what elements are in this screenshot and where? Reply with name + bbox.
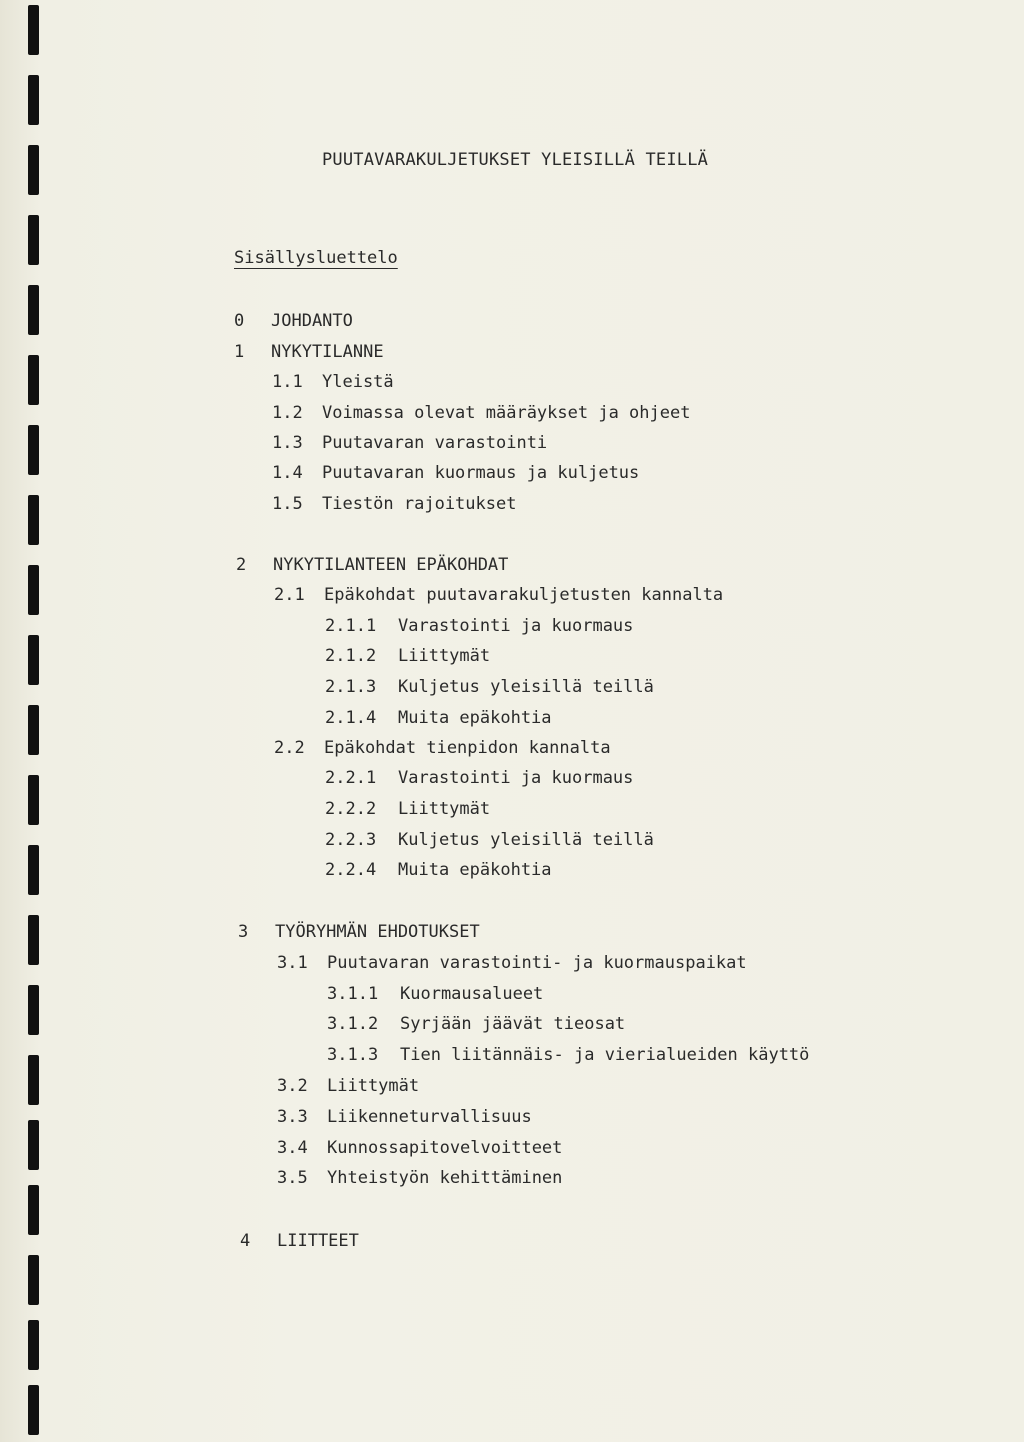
toc-entry bbox=[325, 708, 552, 728]
binding-hole bbox=[28, 565, 39, 615]
toc-entry bbox=[277, 1168, 562, 1188]
binding-hole bbox=[28, 1385, 39, 1435]
toc-entry bbox=[277, 1076, 419, 1096]
toc-text: Varastointi ja kuormaus bbox=[398, 616, 634, 636]
toc-number: 3.2 bbox=[277, 1076, 308, 1096]
binding-hole bbox=[28, 985, 39, 1035]
binding-hole bbox=[28, 775, 39, 825]
toc-text: Puutavaran varastointi bbox=[322, 433, 548, 453]
toc-text: Liittymät bbox=[398, 646, 491, 666]
toc-number: 2.2.4 bbox=[325, 860, 377, 880]
toc-text: Varastointi ja kuormaus bbox=[398, 768, 634, 788]
toc-text: Yhteistyön kehittäminen bbox=[327, 1168, 563, 1188]
toc-text: Puutavaran varastointi- ja kuormauspaikat bbox=[327, 953, 747, 973]
toc-entry bbox=[325, 616, 633, 636]
toc-entry bbox=[236, 555, 508, 575]
toc-text: JOHDANTO bbox=[271, 311, 353, 331]
toc-entry bbox=[325, 860, 552, 880]
toc-entry bbox=[277, 1138, 562, 1158]
toc-number: 2.2 bbox=[274, 738, 305, 758]
toc-text: Muita epäkohtia bbox=[398, 860, 552, 880]
toc-number: 2.1.2 bbox=[325, 646, 377, 666]
toc-number: 2.2.1 bbox=[325, 768, 377, 788]
toc-number: 1.5 bbox=[272, 494, 303, 514]
toc-entry bbox=[277, 1107, 532, 1127]
toc-text: Liittymät bbox=[398, 799, 491, 819]
toc-number: 2.2.2 bbox=[325, 799, 377, 819]
toc-text: Epäkohdat puutavarakuljetusten kannalta bbox=[324, 585, 724, 605]
binding-hole bbox=[28, 215, 39, 265]
toc-text: Muita epäkohtia bbox=[398, 708, 552, 728]
toc-entry bbox=[272, 433, 547, 453]
binding-hole bbox=[28, 1320, 39, 1370]
toc-entry bbox=[325, 677, 654, 697]
toc-text: Kuormausalueet bbox=[400, 984, 544, 1004]
toc-text: Tiestön rajoitukset bbox=[322, 494, 517, 514]
toc-number: 4 bbox=[240, 1231, 251, 1251]
toc-entry bbox=[277, 953, 747, 973]
toc-text: Kuljetus yleisillä teillä bbox=[398, 830, 654, 850]
toc-number: 3.4 bbox=[277, 1138, 308, 1158]
toc-text: NYKYTILANNE bbox=[271, 342, 384, 362]
toc-entry bbox=[234, 342, 384, 362]
toc-number: 3.5 bbox=[277, 1168, 308, 1188]
binding-hole bbox=[28, 915, 39, 965]
toc-entry bbox=[327, 1014, 625, 1034]
toc-number: 3.1.2 bbox=[327, 1014, 379, 1034]
toc-text: LIITTEET bbox=[277, 1231, 359, 1251]
toc-number: 3.1 bbox=[277, 953, 308, 973]
binding-hole bbox=[28, 285, 39, 335]
toc-text: Puutavaran kuormaus ja kuljetus bbox=[322, 463, 640, 483]
binding-hole bbox=[28, 1055, 39, 1105]
toc-number: 2 bbox=[236, 555, 247, 575]
toc-text: Epäkohdat tienpidon kannalta bbox=[324, 738, 611, 758]
toc-number: 1.2 bbox=[272, 403, 303, 423]
binding-hole bbox=[28, 5, 39, 55]
binding-hole bbox=[28, 75, 39, 125]
binding-hole bbox=[28, 635, 39, 685]
toc-number: 1 bbox=[234, 342, 245, 362]
toc-text: Syrjään jäävät tieosat bbox=[400, 1014, 626, 1034]
toc-entry bbox=[327, 984, 543, 1004]
toc-number: 3.3 bbox=[277, 1107, 308, 1127]
toc-entry bbox=[240, 1231, 359, 1251]
toc-entry bbox=[272, 463, 639, 483]
toc-text: Voimassa olevat määräykset ja ohjeet bbox=[322, 403, 691, 423]
toc-text: Kunnossapitovelvoitteet bbox=[327, 1138, 563, 1158]
binding-hole bbox=[28, 1255, 39, 1305]
binding-hole bbox=[28, 145, 39, 195]
toc-text: Tien liitännäis- ja vierialueiden käyttö bbox=[400, 1045, 810, 1065]
binding-hole bbox=[28, 705, 39, 755]
toc-number: 2.1.1 bbox=[325, 616, 377, 636]
toc-text: Liikenneturvallisuus bbox=[327, 1107, 532, 1127]
toc-number: 2.1.4 bbox=[325, 708, 377, 728]
toc-text: Liittymät bbox=[327, 1076, 420, 1096]
toc-text: NYKYTILANTEEN EPÄKOHDAT bbox=[273, 555, 509, 575]
toc-entry bbox=[274, 738, 611, 758]
toc-entry bbox=[272, 494, 516, 514]
toc-number: 0 bbox=[234, 311, 245, 331]
binding-hole bbox=[28, 355, 39, 405]
toc-entry bbox=[325, 768, 633, 788]
toc-entry bbox=[274, 585, 723, 605]
toc-number: 3.1.3 bbox=[327, 1045, 379, 1065]
toc-number: 2.1 bbox=[274, 585, 305, 605]
toc-number: 1.4 bbox=[272, 463, 303, 483]
toc-entry bbox=[238, 922, 480, 942]
document-title: PUUTAVARAKULJETUKSET YLEISILLÄ TEILLÄ bbox=[322, 150, 709, 170]
toc-text: Kuljetus yleisillä teillä bbox=[398, 677, 654, 697]
binding-hole bbox=[28, 1120, 39, 1170]
toc-entry bbox=[234, 311, 353, 331]
toc-number: 2.2.3 bbox=[325, 830, 377, 850]
toc-number: 2.1.3 bbox=[325, 677, 377, 697]
toc-heading: Sisällysluettelo bbox=[234, 248, 398, 268]
toc-entry bbox=[325, 830, 654, 850]
toc-entry bbox=[272, 403, 690, 423]
binding-hole bbox=[28, 495, 39, 545]
toc-number: 3.1.1 bbox=[327, 984, 379, 1004]
toc-number: 3 bbox=[238, 922, 249, 942]
binding-hole bbox=[28, 425, 39, 475]
binding-hole bbox=[28, 1185, 39, 1235]
toc-text: TYÖRYHMÄN EHDOTUKSET bbox=[275, 922, 480, 942]
toc-number: 1.1 bbox=[272, 372, 303, 392]
toc-entry bbox=[325, 646, 490, 666]
toc-entry bbox=[325, 799, 490, 819]
toc-entry bbox=[272, 372, 394, 392]
binding-hole bbox=[28, 845, 39, 895]
toc-number: 1.3 bbox=[272, 433, 303, 453]
toc-entry bbox=[327, 1045, 809, 1065]
toc-text: Yleistä bbox=[322, 372, 394, 392]
